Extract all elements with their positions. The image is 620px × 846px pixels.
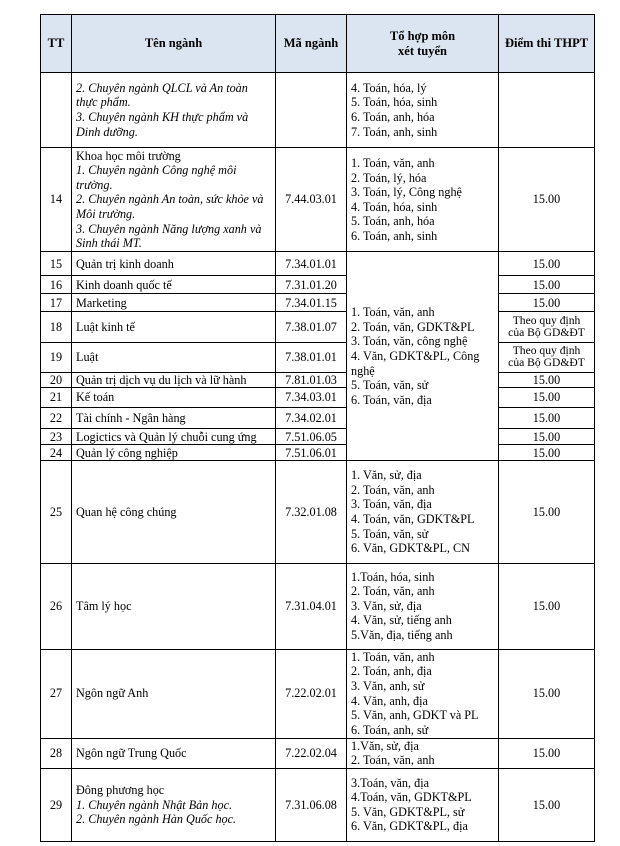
table-row [41,563,595,649]
row-tt: 14 [41,148,72,252]
combo-item: 4. Toán, văn, GDKT&PL [351,511,475,526]
row-code: 7.31.06.08 [276,768,347,841]
combo-item: 4.Toán, văn, GDKT&PL [351,790,472,805]
row-name-specialization: 2. Chuyên ngành Hàn Quốc học. [76,812,237,827]
combo-item: 1. Toán, văn, anh [351,649,435,664]
row-code: 7.22.02.01 [276,649,347,738]
combo-item: 2. Toán, văn, GDKT&PL [351,319,475,334]
row-name-specialization: 1. Chuyên ngành Nhật Bản học. [76,797,233,812]
combo-item: 4. Văn, sử, tiếng anh [351,613,452,628]
row-code: 7.34.01.01 [276,252,347,276]
row-tt: 22 [41,408,72,429]
row-code: 7.31.01.20 [276,276,347,294]
row-score: 15.00 [499,294,595,312]
row-name-specialization: 2. Chuyên ngành QLCL và An toàn thực phẩm. [76,80,248,110]
row-code: 7.34.02.01 [276,408,347,429]
combo-item: 2. Toán, anh, địa [351,664,432,679]
row-code: 7.81.01.03 [276,372,347,388]
row-tt: 16 [41,276,72,294]
row-name: Quản lý công nghiệp [72,445,276,461]
row-name: Quan hệ công chúng [72,461,276,563]
row-name-specialization: 3. Chuyên ngành KH thực phẩm và Dinh dưỡng. [76,110,249,139]
row-code: 7.34.01.15 [276,294,347,312]
combo-item: 5.Văn, địa, tiếng anh [351,628,453,643]
combo-item: 4. Toán, hóa, lý [351,80,427,95]
combo-item: 6. Toán, văn, địa [351,392,432,407]
combo-item: 4. Văn, GDKT&PL, Công nghệ [351,349,480,378]
row-combos [347,738,499,768]
header-combo-line1: Tổ hợp môn [389,28,456,43]
row-score: 15.00 [499,738,595,768]
row-name: Luật [72,342,276,372]
table-row [41,388,595,408]
row-name-main: Đông phương học [76,782,165,797]
row-code [276,73,347,148]
table-row [41,294,595,312]
row-name: Kế toán [72,388,276,408]
row-combos [347,563,499,649]
combo-item: 2. Toán, lý, hóa [351,170,427,185]
combo-item: 5. Toán, hóa, sinh [351,95,438,110]
combo-item: 6. Văn, GDKT&PL, địa [351,819,468,834]
row-tt: 19 [41,342,72,372]
header-combo-line2: xét tuyển [398,43,447,58]
table-row [41,738,595,768]
row-score: 15.00 [499,252,595,276]
table-header-row [41,15,595,73]
row-code: 7.31.04.01 [276,563,347,649]
table-row [41,461,595,563]
table-row [41,429,595,445]
row-code: 7.51.06.05 [276,429,347,445]
header-score: Điểm thi THPT [499,15,595,73]
row-name: Ngôn ngữ Trung Quốc [72,738,276,768]
combo-item: 3. Văn, sử, địa [351,598,422,613]
row-score: 15.00 [499,461,595,563]
combo-item: 1.Văn, sử, địa [351,738,419,753]
row-name: Quản trị kinh doanh [72,252,276,276]
row-score: 15.00 [499,408,595,429]
row-combos [347,768,499,841]
table-row [41,768,595,841]
row-name [72,73,276,148]
row-combos [347,461,499,563]
combo-item: 6. Toán, anh, hóa [351,110,435,125]
row-name: Logictics và Quản lý chuỗi cung ứng [72,429,276,445]
row-code: 7.22.02.04 [276,738,347,768]
row-name: Kinh doanh quốc tế [72,276,276,294]
header-name: Tên ngành [72,15,276,73]
row-name-specialization: 3. Chuyên ngành Năng lượng xanh và Sinh thái MT. [76,221,262,251]
row-tt: 17 [41,294,72,312]
row-code: 7.34.03.01 [276,388,347,408]
row-name: Tâm lý học [72,563,276,649]
row-tt: 29 [41,768,72,841]
combo-item: 1. Toán, văn, anh [351,305,435,320]
row-name-main: Khoa học môi trường [76,148,181,163]
combo-item: 5. Toán, văn, sử [351,378,429,393]
row-score: 15.00 [499,429,595,445]
row-tt: 21 [41,388,72,408]
header-combo [347,15,499,73]
shared-combos [347,252,499,461]
row-code: 7.38.01.01 [276,342,347,372]
combo-item: 7. Toán, anh, sinh [351,124,438,139]
row-tt: 27 [41,649,72,738]
table-row [41,252,595,276]
row-name: Quản trị dịch vụ du lịch và lữ hành [72,372,276,388]
row-code: 7.44.03.01 [276,148,347,252]
combo-item: 1. Toán, văn, anh [351,155,435,170]
combo-item: 2. Toán, văn, anh [351,753,435,768]
row-score [499,73,595,148]
row-name [72,768,276,841]
combo-item: 5. Văn, GDKT&PL, sử [351,804,465,819]
combo-item: 3. Toán, văn, địa [351,497,432,512]
combo-item: 6. Toán, anh, sinh [351,228,438,243]
row-score: Theo quy định của Bộ GD&ĐT [499,312,595,342]
table-row [41,312,595,342]
table-row [41,445,595,461]
combo-item: 1.Toán, hóa, sinh [351,569,435,584]
row-tt [41,73,72,148]
row-score: 15.00 [499,768,595,841]
row-score: 15.00 [499,276,595,294]
combo-item: 3. Toán, văn, công nghệ [351,334,468,349]
combo-item: 2. Toán, văn, anh [351,584,435,599]
row-combos [347,73,499,148]
table-row [41,148,595,252]
combo-item: 3. Toán, lý, Công nghệ [351,185,462,200]
combo-item: 5. Văn, anh, GDKT và PL [351,708,479,723]
table-row [41,649,595,738]
row-tt: 28 [41,738,72,768]
row-score: 15.00 [499,388,595,408]
row-score: 15.00 [499,372,595,388]
row-tt: 23 [41,429,72,445]
combo-item: 5. Toán, anh, hóa [351,214,435,229]
row-combos [347,148,499,252]
row-name: Tài chính - Ngân hàng [72,408,276,429]
row-score: Theo quy định của Bộ GD&ĐT [499,342,595,372]
row-code: 7.38.01.07 [276,312,347,342]
combo-item: 4. Toán, hóa, sinh [351,199,438,214]
row-name: Marketing [72,294,276,312]
row-tt: 25 [41,461,72,563]
combo-item: 2. Toán, văn, anh [351,482,435,497]
combo-item: 1. Văn, sử, địa [351,468,422,483]
table-row [41,408,595,429]
combo-item: 6. Văn, GDKT&PL, CN [351,541,470,556]
row-tt: 20 [41,372,72,388]
row-score: 15.00 [499,563,595,649]
row-name: Ngôn ngữ Anh [72,649,276,738]
combo-item: 4. Văn, anh, địa [351,693,428,708]
table-row [41,342,595,372]
row-name-specialization: 1. Chuyên ngành Công nghệ môi trường. [76,163,237,192]
combo-item: 5. Toán, văn, sử [351,526,429,541]
row-tt: 24 [41,445,72,461]
header-tt: TT [41,15,72,73]
admission-table-wrapper [40,14,594,842]
row-name-specialization: 2. Chuyên ngành An toàn, sức khỏe và Môi trường. [76,192,264,222]
table-row [41,73,595,148]
row-score: 15.00 [499,649,595,738]
row-tt: 26 [41,563,72,649]
combo-item: 6. Toán, anh, sử [351,722,429,737]
admission-table [40,14,595,842]
row-tt: 18 [41,312,72,342]
combo-item: 3.Toán, văn, địa [351,775,430,790]
row-tt: 15 [41,252,72,276]
row-score: 15.00 [499,148,595,252]
row-name: Luật kinh tế [72,312,276,342]
row-score: 15.00 [499,445,595,461]
table-row [41,372,595,388]
row-name [72,148,276,252]
table-row [41,276,595,294]
row-combos [347,649,499,738]
row-code: 7.32.01.08 [276,461,347,563]
combo-item: 3. Văn, anh, sử [351,679,425,694]
row-code: 7.51.06.01 [276,445,347,461]
header-code: Mã ngành [276,15,347,73]
